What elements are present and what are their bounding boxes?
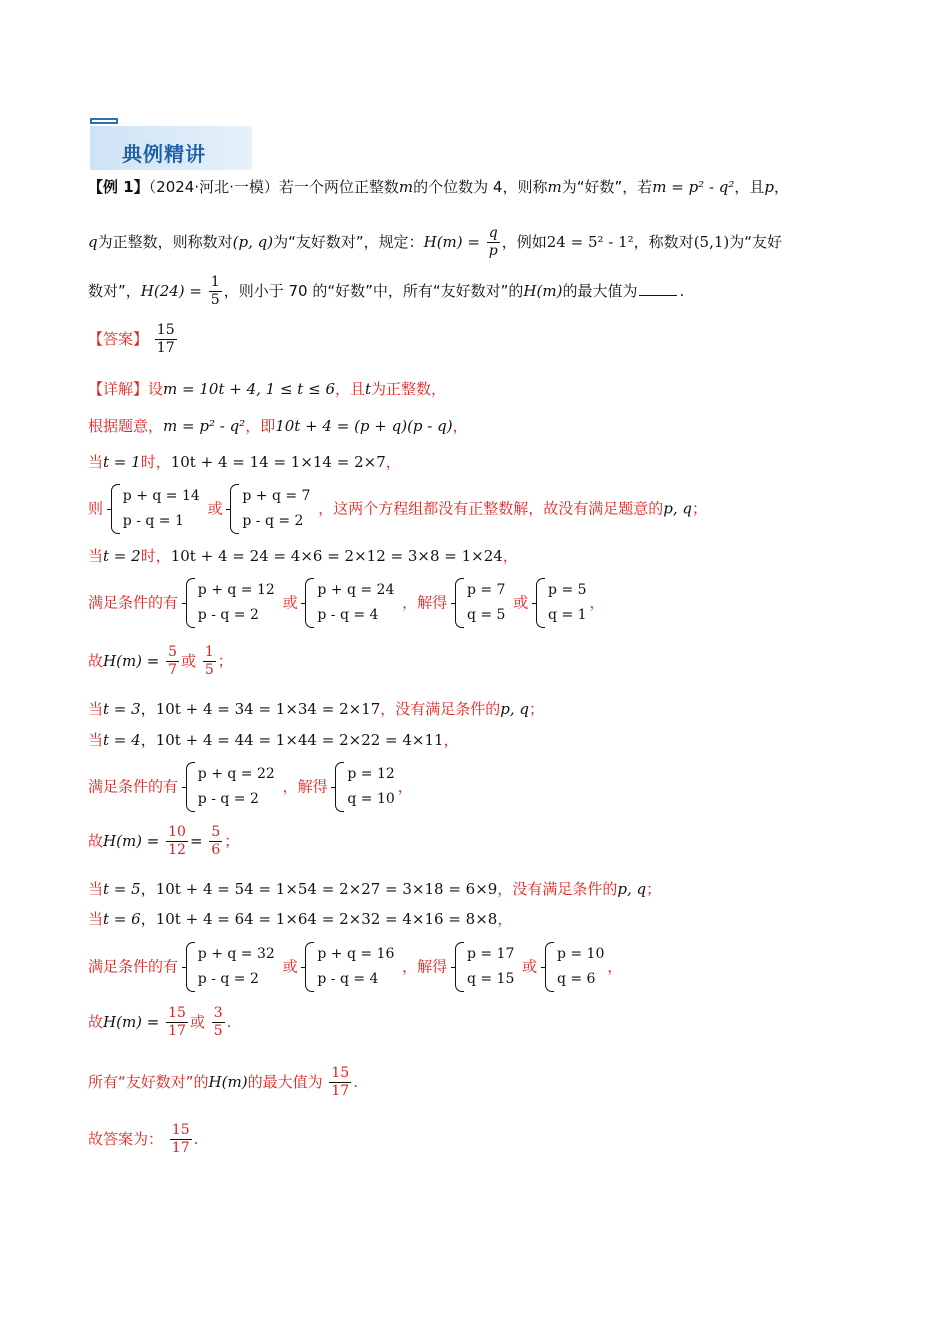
case-t4-systems: 满足条件的有 p + q = 22 p - q = 2 ，解得 p = 12 q = 10 ， <box>88 762 413 812</box>
system-t1b: p + q = 7 p - q = 2 <box>230 484 310 534</box>
solution-t4: p = 12 q = 10 <box>335 762 394 812</box>
system-t4a: p + q = 22 p - q = 2 <box>186 762 275 812</box>
fraction-one-fifth-b: $\frac{1}{5}$ <box>204 644 214 678</box>
section-title: 典例精讲 <box>122 142 206 166</box>
case-t1: 当t = 1时，10t + 4 = 14 = 1×14 = 2×7， <box>88 453 401 471</box>
solution-t6a: p = 17 q = 15 <box>455 942 514 992</box>
detail-line-2: 根据题意，m = p² - q²，即10t + 4 = (p + q)(p - q)， <box>88 417 468 435</box>
solution-t6b: p = 10 q = 6 <box>545 942 604 992</box>
case-t6-result: 故H(m) = $\frac{15}{17}$ 或 $\frac{3}{5}$ . <box>88 1005 232 1039</box>
system-t2a: p + q = 12 p - q = 2 <box>186 578 275 628</box>
case-t2: 当t = 2时，10t + 4 = 24 = 4×6 = 2×12 = 3×8 = 1×24， <box>88 547 518 565</box>
system-t2b: p + q = 24 p - q = 4 <box>305 578 394 628</box>
problem-line-1: 【例 1】（2024·河北·一模）若一个两位正整数m的个位数为 4，则称m为“好数”，若m = p² - q²，且p， <box>88 178 790 196</box>
fraction-fifteen-seventeenths: $\frac{15}{17}$ <box>168 1005 186 1039</box>
problem-line-3: 数对”，H(24) = $\frac{1}{5}$ ，则小于 70 的“好数”中，所有“友好数对”的H(m)的最大值为 . <box>88 274 685 308</box>
fraction-five-sixths: $\frac{5}{6}$ <box>211 824 221 858</box>
q-over-p: $\frac{q}{p}$ <box>488 225 498 259</box>
final-answer-line: 故答案为： $\frac{15}{17}$ . <box>88 1122 199 1156</box>
case-t5: 当t = 5，10t + 4 = 54 = 1×54 = 2×27 = 3×18 = 6×9，没有满足条件的p, q； <box>88 880 662 898</box>
problem-label: 【例 1】 <box>88 178 149 196</box>
solution-t2b: p = 5 q = 1 <box>536 578 587 628</box>
system-t6b: p + q = 16 p - q = 4 <box>305 942 394 992</box>
fraction-ten-twelfths: $\frac{10}{12}$ <box>168 824 186 858</box>
answer-label: 【答案】 <box>88 330 149 348</box>
solution-t2a: p = 7 q = 5 <box>455 578 506 628</box>
case-t2-systems: 满足条件的有 p + q = 12 p - q = 2 或 p + q = 24 p - q = 4 ，解得 p = 7 q = 5 或 p = 5 q = 1 ， <box>88 578 605 628</box>
answer-fraction: $\frac{15}{17}$ <box>156 322 175 356</box>
case-t2-result: 故H(m) = $\frac{5}{7}$ 或 $\frac{1}{5}$ ； <box>88 644 233 678</box>
case-t6: 当t = 6，10t + 4 = 64 = 1×64 = 2×32 = 4×16 = 8×8， <box>88 910 513 928</box>
case-t4-result: 故H(m) = $\frac{10}{12}$ = $\frac{5}{6}$ ； <box>88 824 240 858</box>
section-header <box>90 118 252 168</box>
fraction-max: $\frac{15}{17}$ <box>331 1065 350 1099</box>
detail-label: 【详解】 <box>88 380 149 398</box>
fraction-three-fifths: $\frac{3}{5}$ <box>213 1005 223 1039</box>
answer-blank <box>639 295 677 296</box>
answer-line <box>88 322 179 357</box>
case-t4: 当t = 4，10t + 4 = 44 = 1×44 = 2×22 = 4×11， <box>88 731 459 749</box>
system-t6a: p + q = 32 p - q = 2 <box>186 942 275 992</box>
conclusion-line: 所有“友好数对”的H(m)的最大值为 $\frac{15}{17}$ . <box>88 1065 358 1099</box>
fraction-five-sevenths: $\frac{5}{7}$ <box>168 644 178 678</box>
problem-line-2: q为正整数，则称数对(p, q)为“友好数对”，规定：H(m) = $\frac{q}{p}$ ，例如24 = 5² - 1²，称数对(5,1)为“友好 <box>88 225 783 259</box>
detail-line-1: 【详解】设m = 10t + 4, 1 ≤ t ≤ 6，且t为正整数， <box>88 380 447 398</box>
system-t1a: p + q = 14 p - q = 1 <box>111 484 200 534</box>
header-accent-bar <box>90 118 118 124</box>
fraction-final: $\frac{15}{17}$ <box>171 1122 190 1156</box>
case-t3: 当t = 3，10t + 4 = 34 = 1×34 = 2×17，没有满足条件的p, q； <box>88 700 545 718</box>
case-t6-systems: 满足条件的有 p + q = 32 p - q = 2 或 p + q = 16 p - q = 4 ，解得 p = 17 q = 15 或 p = 10 q = 6 ， <box>88 942 622 992</box>
fraction-one-fifth: $\frac{1}{5}$ <box>210 274 220 308</box>
case-t1-systems: 则 p + q = 14 p - q = 1 或 p + q = 7 p - q = 2 ，这两个方程组都没有正整数解，故没有满足题意的p, q； <box>88 484 707 534</box>
